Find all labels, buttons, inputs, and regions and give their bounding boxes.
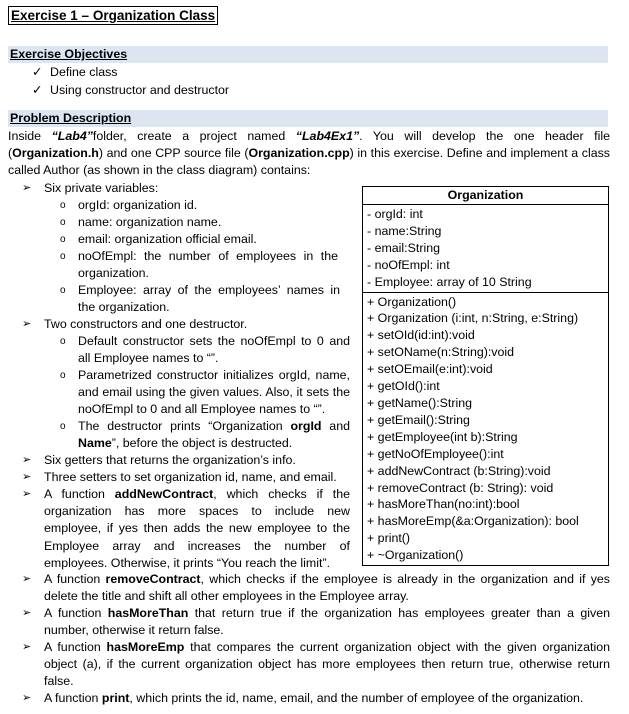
uml-method: + addNewContract (b:String):void — [367, 463, 551, 478]
uml-method: + getNoOfEmployee():int — [367, 446, 504, 461]
arrow-bullet-icon: ➢ — [22, 454, 32, 466]
uml-method: + getEmail():String — [367, 412, 470, 427]
uml-attribute: - email:String — [367, 240, 440, 255]
uml-method: + hasMoreEmp(&a:Organization): bool — [367, 514, 579, 529]
uml-method: + print() — [367, 531, 411, 546]
uml-methods — [363, 293, 608, 566]
objectives-heading-bar — [8, 46, 608, 63]
var-item: orgId: organization id. — [78, 198, 198, 212]
objectives-heading: Exercise Objectives — [10, 47, 128, 61]
checkmark-icon: ✓ — [32, 65, 43, 79]
uml-method: + getOId():int — [367, 379, 440, 394]
has-more-than-item: A function hasMoreThan that return true if the organization has employees greater than a given number, otherwise it return false. — [44, 606, 610, 638]
uml-attribute: - noOfEmpl: int — [367, 257, 450, 272]
dtor-item: The destructor prints “Organization orgId and Name”, before the object is destructed. — [78, 419, 350, 451]
uml-method: + setOEmail(e:int):void — [367, 362, 493, 377]
ctor-default: Default constructor sets the noOfEmpl to 0 and all Employee names to “”. — [78, 334, 350, 366]
arrow-bullet-icon: ➢ — [22, 607, 32, 619]
var-item: email: organization official email. — [78, 232, 257, 246]
getters-item: Six getters that returns the organization’s info. — [44, 453, 296, 467]
uml-method: + setOId(id:int):void — [367, 328, 475, 343]
objective-item: ✓ Define class — [32, 65, 118, 79]
uml-method: + hasMoreThan(no:int):bool — [367, 497, 520, 512]
ctor-param: Parametrized constructor initializes orgId, name, and email using the given values. Also, it sets the noOfEmpl to 0 and all Employee names to “”. — [78, 368, 350, 417]
uml-attribute: - name:String — [367, 223, 442, 238]
setters-item: Three setters to set organization id, name, and email. — [44, 470, 337, 484]
vars-heading: Six private variables: — [44, 181, 159, 195]
var-item: Employee: array of the employees’ names in the organization. — [78, 283, 340, 315]
circle-bullet-icon: o — [60, 200, 66, 211]
add-contract-item: A function addNewContract, which checks if the organization has more spaces to include new employee, if yes then adds the new employee to the Employee array and increases the number of employees. Otherwise, it prints “You reach the limit”. — [44, 487, 350, 570]
uml-attribute: - Employee: array of 10 String — [367, 274, 532, 289]
uml-method: + getName():String — [367, 395, 473, 410]
uml-method: + removeContract (b: String): void — [367, 480, 554, 495]
ctor-heading: Two constructors and one destructor. — [44, 317, 248, 331]
circle-bullet-icon: o — [60, 285, 66, 296]
circle-bullet-icon: o — [60, 370, 66, 381]
var-item: name: organization name. — [78, 215, 222, 229]
arrow-bullet-icon: ➢ — [22, 318, 32, 330]
uml-method: + setOName(n:String):void — [367, 345, 515, 360]
arrow-bullet-icon: ➢ — [22, 641, 32, 653]
uml-method: + getEmployee(int b):String — [367, 429, 518, 444]
remove-contract-item: A function removeContract, which checks if the employee is already in the organization and if yes delete the title and shift all other employees in the Employee array. — [44, 572, 610, 604]
uml-attributes — [363, 205, 608, 293]
arrow-bullet-icon: ➢ — [22, 692, 32, 704]
problem-heading-bar — [8, 110, 608, 127]
var-item: noOfEmpl: the number of employees in the organization. — [78, 249, 338, 281]
arrow-bullet-icon: ➢ — [22, 182, 32, 194]
circle-bullet-icon: o — [60, 336, 66, 347]
has-more-emp-item: A function hasMoreEmp that compares the current organization object with the given organization object (a), if the current organization object has more employees then return true, otherwise return false. — [44, 640, 610, 689]
arrow-bullet-icon: ➢ — [22, 573, 32, 585]
arrow-bullet-icon: ➢ — [22, 471, 32, 483]
problem-intro: Inside “Lab4”folder, create a project named “Lab4Ex1”. You will develop the one header file (Organization.h) and one CPP source file (Organization.cpp) in this exercise. Define and implement a class called Author (as shown in the class diagram) contains: — [8, 129, 610, 178]
page-title: Exercise 1 – Organization Class — [8, 6, 218, 25]
objective-item: ✓ Using constructor and destructor — [32, 83, 230, 97]
uml-class-diagram — [362, 186, 609, 566]
print-item: A function print, which prints the id, name, email, and the number of employee of the organization. — [44, 691, 584, 705]
uml-method: + ~Organization() — [367, 548, 464, 563]
circle-bullet-icon: o — [60, 217, 66, 228]
uml-attribute: - orgId: int — [367, 207, 423, 221]
uml-class-name: Organization — [363, 187, 608, 205]
circle-bullet-icon: o — [60, 251, 66, 262]
circle-bullet-icon: o — [60, 234, 66, 245]
uml-method: + Organization() — [367, 294, 457, 309]
uml-method: + Organization (i:int, n:String, e:String) — [367, 311, 579, 326]
problem-heading: Problem Description — [10, 111, 132, 125]
checkmark-icon: ✓ — [32, 83, 43, 97]
arrow-bullet-icon: ➢ — [22, 488, 32, 500]
circle-bullet-icon: o — [60, 421, 66, 432]
